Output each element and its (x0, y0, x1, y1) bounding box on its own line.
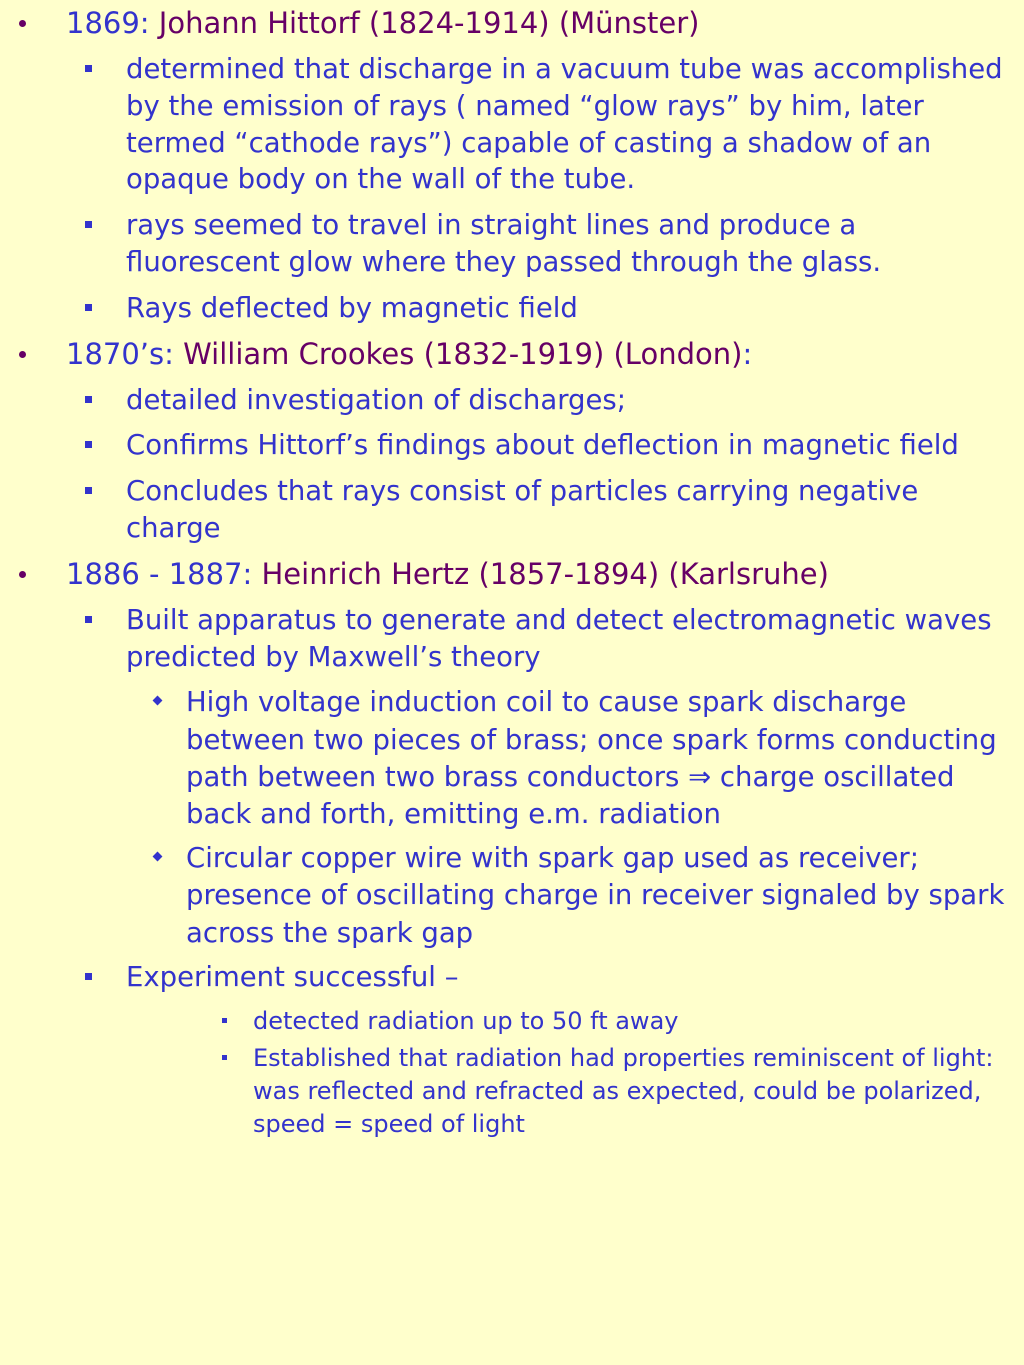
sub-bullet (0, 382, 1024, 419)
slide-content (0, 5, 1024, 1145)
sub-bullet (0, 207, 1024, 281)
bullet-text: determined that discharge in a vacuum tube was accomplished by the emission of rays ( named “glow rays” by him, later termed “cathode rays”) capable of casting a shadow of an opaque body on the wall of the tube. (126, 53, 1003, 196)
sub-bullet (0, 602, 1024, 676)
bullet-text: Circular copper wire with spark gap used as receiver; presence of oscillating charge in receiver signaled by spark across the spark gap (186, 842, 1005, 949)
round-bullet-icon (19, 20, 26, 27)
sub-sub-bullet (0, 684, 1024, 833)
bullet-crookes (0, 336, 1024, 372)
bullet-text: Confirms Hittorf’s findings about deflection in magnetic field (126, 429, 959, 462)
bullet-text: Rays deflected by magnetic field (126, 291, 578, 324)
sub-bullet (0, 959, 1024, 996)
square-bullet-icon (85, 441, 92, 448)
bullet-text: Built apparatus to generate and detect electromagnetic waves predicted by Maxwell’s theory (126, 603, 992, 673)
bullet-hertz (0, 556, 1024, 592)
round-bullet-icon (19, 351, 26, 358)
sub-bullet (0, 427, 1024, 464)
square-bullet-icon (85, 304, 92, 311)
year-label: 1886 - 1887: (66, 556, 262, 591)
heading-suffix: : (742, 336, 753, 371)
bullet-text: Established that radiation had properties reminiscent of light: was reflected and refracted as expected, could be polarized, speed = speed of light (253, 1043, 994, 1138)
square-bullet-icon (85, 973, 92, 980)
bullet-hittorf (0, 5, 1024, 41)
bullet-text: detected radiation up to 50 ft away (253, 1006, 679, 1035)
bullet-text: Experiment successful – (126, 960, 459, 993)
square-bullet-icon (85, 65, 92, 72)
bullet-text: detailed investigation of discharges; (126, 383, 627, 416)
person-name: Heinrich Hertz (1857-1894) (Karlsruhe) (261, 556, 829, 591)
small-square-bullet-icon (222, 1018, 227, 1023)
square-bullet-icon (85, 487, 92, 494)
bullet-text: Concludes that rays consist of particles carrying negative charge (126, 475, 919, 544)
square-bullet-icon (85, 616, 92, 623)
person-name: Johann Hittorf (1824-1914) (Münster) (158, 6, 700, 40)
small-bullet (0, 1042, 1024, 1141)
sub-bullet (0, 51, 1024, 198)
diamond-bullet-icon (153, 852, 163, 862)
square-bullet-icon (85, 396, 92, 403)
year-label: 1869: (66, 6, 159, 40)
diamond-bullet-icon (153, 696, 163, 706)
round-bullet-icon (19, 571, 26, 578)
square-bullet-icon (85, 221, 92, 228)
bullet-text: High voltage induction coil to cause spark discharge between two pieces of brass; once spark forms conducting path between two brass conductors ⇒ charge oscillated back and forth, emitting e.m. radiation (186, 686, 997, 830)
sub-sub-bullet (0, 840, 1024, 952)
bullet-text: rays seemed to travel in straight lines and produce a fluorescent glow where they passed through the glass. (126, 209, 882, 278)
small-bullet (0, 1005, 1024, 1038)
sub-bullet (0, 290, 1024, 327)
year-label: 1870’s: (66, 336, 184, 371)
small-square-bullet-icon (222, 1055, 227, 1060)
person-name: William Crookes (1832-1919) (London) (183, 336, 743, 371)
sub-bullet (0, 473, 1024, 547)
